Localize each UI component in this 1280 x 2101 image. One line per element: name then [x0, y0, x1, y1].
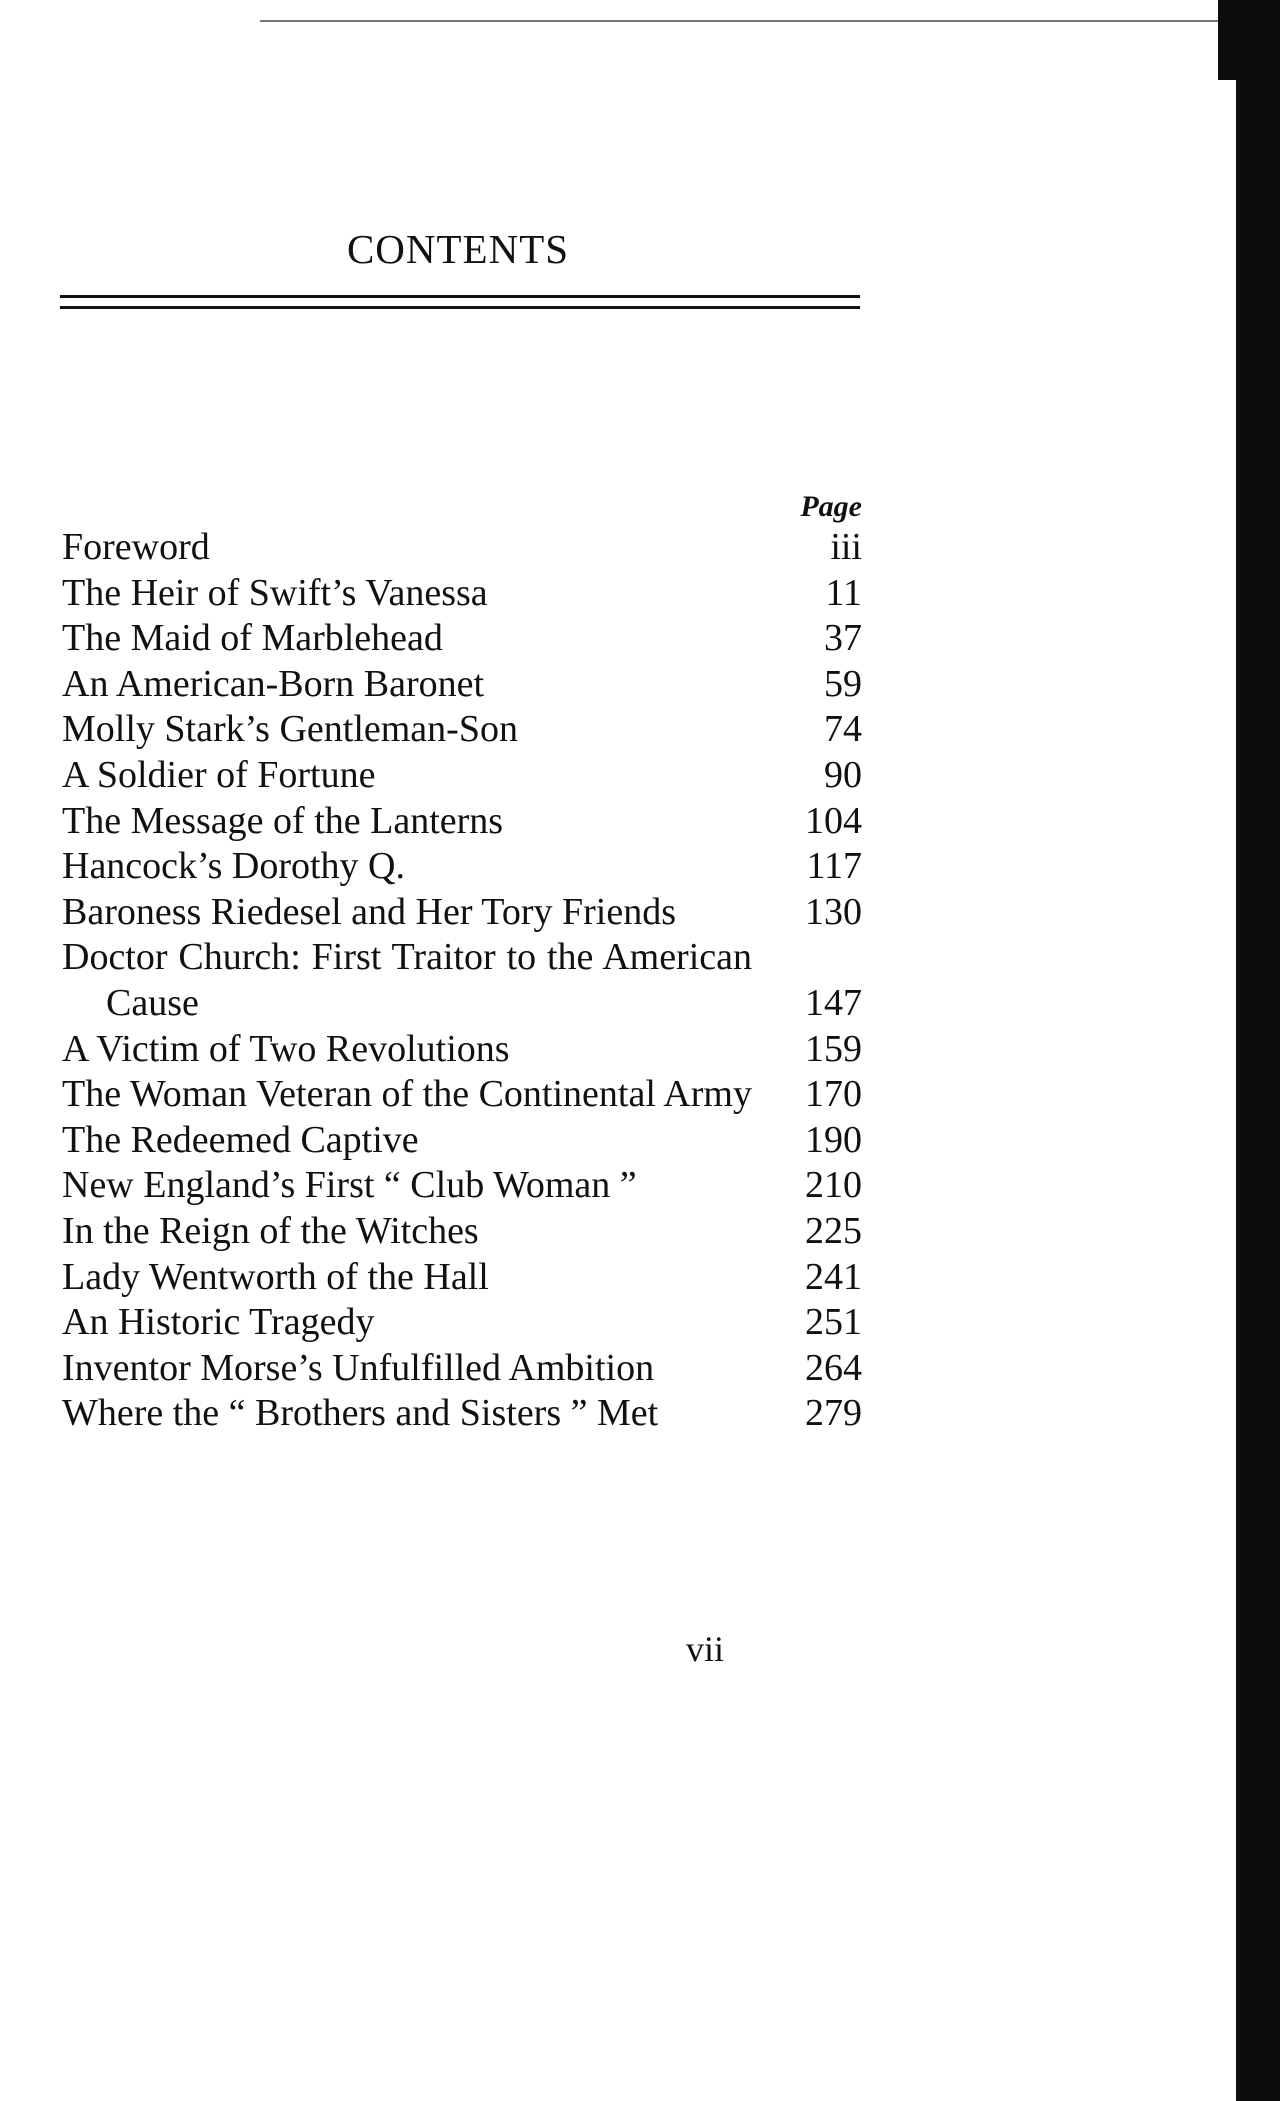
toc-entry-page: 11 [825, 571, 862, 614]
toc-entry-page: 251 [805, 1301, 862, 1344]
toc-entry [62, 1163, 862, 1209]
page-top-rule [260, 20, 1220, 22]
toc-entry [62, 1118, 862, 1164]
toc-entry [62, 1209, 862, 1255]
toc-entry-page: 130 [805, 890, 862, 933]
toc-entry-title: The Message of the Lanterns [62, 799, 504, 842]
toc-entry-title: Hancock’s Dorothy Q. [62, 845, 405, 888]
toc-entry-page: 190 [805, 1118, 862, 1161]
toc-entry-page: 170 [805, 1073, 862, 1116]
toc-entry-page: 225 [805, 1209, 862, 1252]
toc-entry-page: 147 [805, 981, 862, 1024]
toc-entry-page: 59 [824, 662, 862, 705]
toc-entry [62, 844, 862, 890]
toc-entry-title: An Historic Tragedy [62, 1301, 375, 1344]
toc-entry [62, 935, 862, 1026]
toc-entry [62, 753, 862, 799]
toc-entry-title: In the Reign of the Witches [62, 1209, 479, 1252]
toc-entry [62, 1300, 862, 1346]
toc-entry-page: 279 [805, 1392, 862, 1435]
toc-entry-title: Baroness Riedesel and Her Tory Friends [62, 890, 677, 933]
toc-entry-title: Lady Wentworth of the Hall [62, 1255, 489, 1298]
toc-entry-title: The Redeemed Captive [62, 1118, 419, 1161]
toc-entry [62, 1346, 862, 1392]
toc-entry-title: Inventor Morse’s Unfulfilled Ambition [62, 1346, 655, 1389]
toc-entry [62, 1391, 862, 1437]
toc-entry-page: 159 [805, 1027, 862, 1070]
toc-entry-title: The Heir of Swift’s Vanessa [62, 571, 488, 614]
toc-entry-page: 264 [805, 1346, 862, 1389]
toc-entry [62, 1027, 862, 1073]
page-folio: vii [686, 1629, 725, 1669]
toc-entry-page: iii [830, 526, 862, 568]
heading-double-rule [60, 295, 860, 309]
toc-entry [62, 890, 862, 936]
binding-edge [1236, 0, 1280, 2101]
toc-entry-title: New England’s First “ Club Woman ” [62, 1164, 637, 1207]
toc-entry-page: 117 [806, 845, 862, 888]
toc-entry [62, 1255, 862, 1301]
toc-entry-page: 74 [824, 708, 862, 751]
toc-entry [62, 616, 862, 662]
toc-entry-title: Molly Stark’s Gentleman-Son [62, 708, 518, 751]
toc-entry [62, 1072, 862, 1118]
toc-entry-page: 90 [824, 753, 862, 796]
toc-entry-title: The Maid of Marblehead [62, 617, 443, 660]
table-of-contents [62, 525, 862, 1437]
toc-entry [62, 525, 862, 571]
toc-entry [62, 707, 862, 753]
contents-heading: CONTENTS [346, 226, 570, 272]
page-column-label: Page [800, 490, 862, 523]
toc-entry-page: 104 [805, 799, 862, 842]
toc-entry-page: 37 [824, 617, 862, 660]
binding-shadow-top [1218, 0, 1236, 80]
toc-entry [62, 662, 862, 708]
toc-entry-title: A Soldier of Fortune [62, 753, 376, 796]
toc-entry-title: Doctor Church: First Traitor to the American Cause [62, 936, 752, 1024]
toc-entry-title: A Victim of Two Revolutions [62, 1027, 510, 1070]
toc-entry-title: Where the “ Brothers and Sisters ” Met [62, 1392, 659, 1435]
toc-entry-page: 210 [805, 1164, 862, 1207]
toc-entry-title: The Woman Veteran of the Continental Army [62, 1073, 752, 1116]
toc-entry-page: 241 [805, 1255, 862, 1298]
toc-entry-title: An American-Born Baronet [62, 662, 485, 705]
toc-entry-title: Foreword [62, 526, 210, 568]
toc-entry [62, 799, 862, 845]
toc-entry [62, 571, 862, 617]
